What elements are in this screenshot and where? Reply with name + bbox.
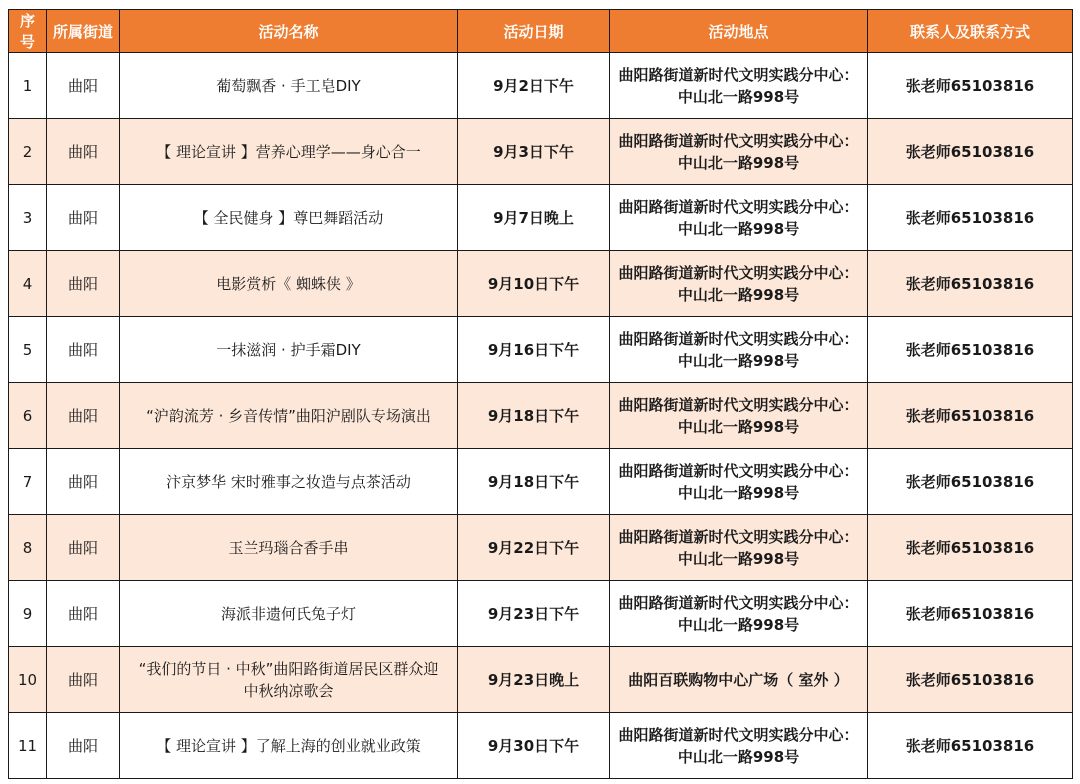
cell-activity-name: 【 理论宣讲 】营养心理学——身心合一 — [120, 119, 458, 185]
header-activity-place: 活动地点 — [610, 10, 868, 53]
cell-index: 7 — [9, 449, 47, 515]
cell-activity-date: 9月23日晚上 — [458, 647, 610, 713]
cell-street: 曲阳 — [47, 647, 120, 713]
cell-street: 曲阳 — [47, 383, 120, 449]
cell-activity-name: 葡萄飘香 · 手工皂DIY — [120, 53, 458, 119]
table-body — [9, 53, 1073, 779]
cell-activity-date: 9月30日下午 — [458, 713, 610, 779]
cell-activity-place: 曲阳路街道新时代文明实践分中心： 中山北一路998号 — [610, 383, 868, 449]
cell-street: 曲阳 — [47, 53, 120, 119]
table-row — [9, 119, 1073, 185]
cell-activity-place: 曲阳路街道新时代文明实践分中心： 中山北一路998号 — [610, 119, 868, 185]
cell-contact: 张老师65103816 — [868, 317, 1073, 383]
cell-street: 曲阳 — [47, 581, 120, 647]
cell-index: 1 — [9, 53, 47, 119]
cell-activity-place: 曲阳路街道新时代文明实践分中心： 中山北一路998号 — [610, 251, 868, 317]
cell-index: 9 — [9, 581, 47, 647]
cell-contact: 张老师65103816 — [868, 449, 1073, 515]
cell-street: 曲阳 — [47, 317, 120, 383]
cell-activity-date: 9月2日下午 — [458, 53, 610, 119]
table-row — [9, 251, 1073, 317]
header-activity-date: 活动日期 — [458, 10, 610, 53]
cell-activity-name: 海派非遗何氏兔子灯 — [120, 581, 458, 647]
cell-activity-place: 曲阳路街道新时代文明实践分中心： 中山北一路998号 — [610, 713, 868, 779]
cell-activity-date: 9月22日下午 — [458, 515, 610, 581]
cell-contact: 张老师65103816 — [868, 515, 1073, 581]
cell-activity-name: 【 理论宣讲 】了解上海的创业就业政策 — [120, 713, 458, 779]
table-header-row — [9, 10, 1073, 53]
header-street: 所属街道 — [47, 10, 120, 53]
cell-street: 曲阳 — [47, 185, 120, 251]
cell-street: 曲阳 — [47, 515, 120, 581]
cell-contact: 张老师65103816 — [868, 53, 1073, 119]
cell-activity-place: 曲阳路街道新时代文明实践分中心： 中山北一路998号 — [610, 185, 868, 251]
cell-activity-name: 电影赏析《 蜘蛛侠 》 — [120, 251, 458, 317]
cell-index: 8 — [9, 515, 47, 581]
header-activity-name: 活动名称 — [120, 10, 458, 53]
cell-activity-date: 9月10日下午 — [458, 251, 610, 317]
cell-contact: 张老师65103816 — [868, 185, 1073, 251]
cell-activity-place: 曲阳路街道新时代文明实践分中心： 中山北一路998号 — [610, 317, 868, 383]
cell-street: 曲阳 — [47, 251, 120, 317]
cell-activity-place: 曲阳路街道新时代文明实践分中心： 中山北一路998号 — [610, 53, 868, 119]
cell-activity-name: 一抹滋润 · 护手霜DIY — [120, 317, 458, 383]
cell-street: 曲阳 — [47, 119, 120, 185]
cell-activity-place: 曲阳路街道新时代文明实践分中心： 中山北一路998号 — [610, 515, 868, 581]
cell-activity-date: 9月16日下午 — [458, 317, 610, 383]
cell-contact: 张老师65103816 — [868, 581, 1073, 647]
cell-activity-name: “我们的节日 · 中秋”曲阳路街道居民区群众迎 中秋纳凉歌会 — [120, 647, 458, 713]
cell-index: 6 — [9, 383, 47, 449]
table-row — [9, 581, 1073, 647]
cell-contact: 张老师65103816 — [868, 383, 1073, 449]
table-row — [9, 449, 1073, 515]
table-row — [9, 317, 1073, 383]
cell-activity-date: 9月3日下午 — [458, 119, 610, 185]
activity-table — [8, 9, 1073, 779]
cell-activity-date: 9月18日下午 — [458, 383, 610, 449]
cell-index: 2 — [9, 119, 47, 185]
cell-activity-place: 曲阳路街道新时代文明实践分中心： 中山北一路998号 — [610, 581, 868, 647]
cell-activity-place: 曲阳路街道新时代文明实践分中心： 中山北一路998号 — [610, 449, 868, 515]
cell-activity-name: 【 全民健身 】尊巴舞蹈活动 — [120, 185, 458, 251]
cell-street: 曲阳 — [47, 713, 120, 779]
cell-index: 3 — [9, 185, 47, 251]
cell-activity-name: 汴京梦华 宋时雅事之妆造与点茶活动 — [120, 449, 458, 515]
cell-contact: 张老师65103816 — [868, 251, 1073, 317]
cell-index: 5 — [9, 317, 47, 383]
cell-activity-date: 9月23日下午 — [458, 581, 610, 647]
cell-index: 10 — [9, 647, 47, 713]
cell-contact: 张老师65103816 — [868, 713, 1073, 779]
cell-index: 11 — [9, 713, 47, 779]
cell-activity-date: 9月18日下午 — [458, 449, 610, 515]
cell-index: 4 — [9, 251, 47, 317]
table-row — [9, 383, 1073, 449]
header-index: 序号 — [9, 10, 47, 53]
table-row — [9, 647, 1073, 713]
cell-activity-date: 9月7日晚上 — [458, 185, 610, 251]
table-row — [9, 53, 1073, 119]
cell-activity-name: 玉兰玛瑙合香手串 — [120, 515, 458, 581]
cell-contact: 张老师65103816 — [868, 119, 1073, 185]
table-row — [9, 515, 1073, 581]
cell-activity-name: “沪韵流芳 · 乡音传情”曲阳沪剧队专场演出 — [120, 383, 458, 449]
header-contact: 联系人及联系方式 — [868, 10, 1073, 53]
cell-activity-place: 曲阳百联购物中心广场（ 室外 ） — [610, 647, 868, 713]
cell-contact: 张老师65103816 — [868, 647, 1073, 713]
cell-street: 曲阳 — [47, 449, 120, 515]
table-row — [9, 713, 1073, 779]
table-row — [9, 185, 1073, 251]
